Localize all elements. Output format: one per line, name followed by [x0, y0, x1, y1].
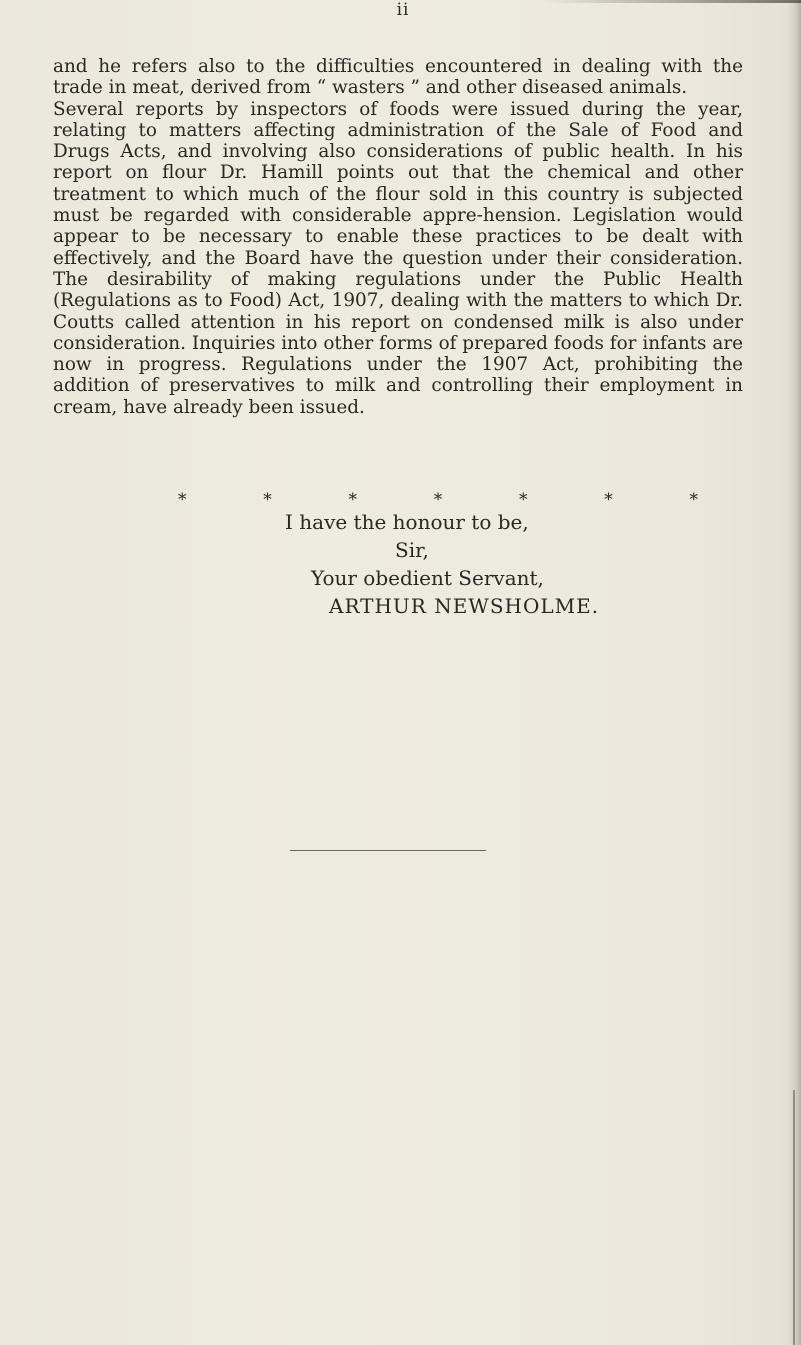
- paragraph-continuation: and he refers also to the difficulties encountered in dealing with the trade in meat, derived from “ wasters ” and other diseased animals.: [53, 56, 743, 99]
- separator-star: *: [263, 490, 272, 510]
- section-separator-stars: [178, 490, 698, 510]
- letter-closing: [285, 508, 599, 620]
- closing-servant-line: Your obedient Servant,: [311, 566, 544, 590]
- separator-star: *: [178, 490, 187, 510]
- separator-star: *: [604, 490, 613, 510]
- scan-edge-line: [793, 1090, 795, 1345]
- paragraph-food-reports: Several reports by inspectors of foods were issued during the year, relating to matters affecting administration of the Sale of Food and Drugs Acts, and involving also considerations of public health. In his report on flour Dr. Hamill points out that the chemical and other treatment to which much of the flour sold in this country is subjected must be regarded with considerable appre-hension. Legislation would appear to be necessary to enable these practices to be dealt with effectively, and the Board have the question under their consideration. The desirability of making regulations under the Public Health (Regulations as to Food) Act, 1907, dealing with the matters to which Dr. Coutts called attention in his report on condensed milk is also under consideration. Inquiries into other forms of prepared foods for infants are now in progress. Regulations under the 1907 Act, prohibiting the addition of preservatives to milk and controlling their employment in cream, have already been issued.: [53, 98, 743, 418]
- separator-star: *: [689, 490, 698, 510]
- signature-name: ARTHUR NEWSHOLME.: [329, 594, 600, 618]
- page-number: ii: [396, 0, 410, 20]
- separator-star: *: [348, 490, 357, 510]
- separator-star: *: [519, 490, 528, 510]
- body-text: [53, 56, 743, 418]
- separator-star: *: [433, 490, 443, 510]
- scan-edge-top: [541, 0, 801, 3]
- closing-salutation: Sir,: [395, 538, 429, 562]
- horizontal-rule: [290, 850, 486, 851]
- closing-honour-line: I have the honour to be,: [285, 510, 529, 534]
